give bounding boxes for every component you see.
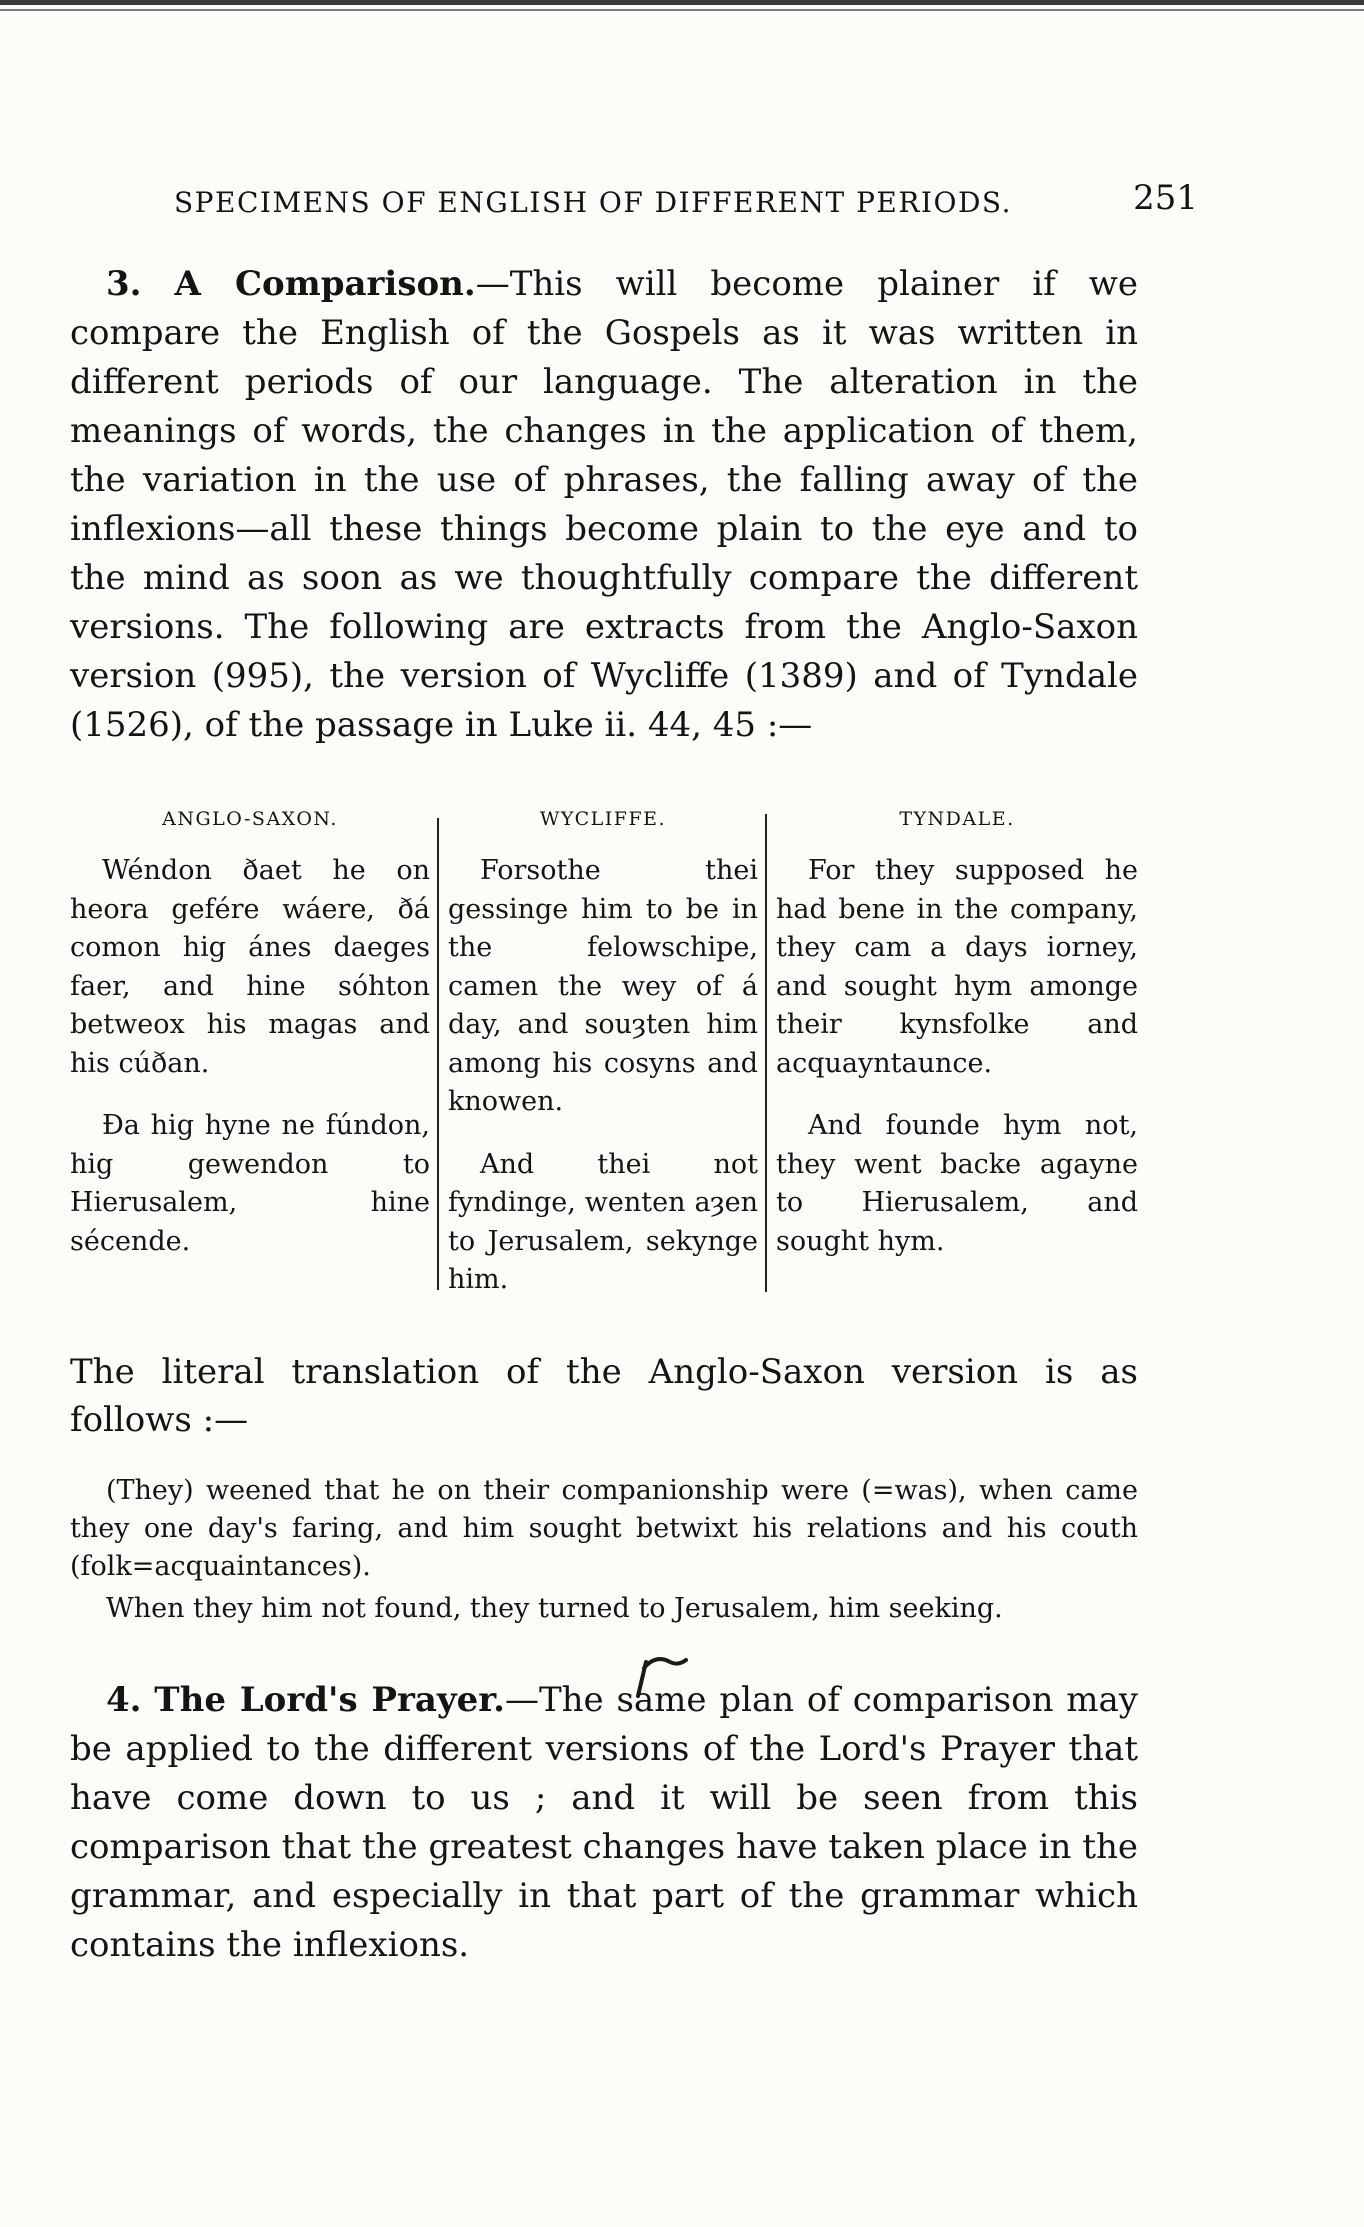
column-heading-wycliffe: WYCLIFFE.: [539, 808, 667, 830]
literal-intro-text: The literal translation of the Anglo-Saxon version is as follows :—: [70, 1352, 1138, 1440]
literal-line-1: (They) weened that he on their companionship were (=was), when came they one day's faring, and him sought betwixt his relations and his couth (folk=acquaintances).: [70, 1475, 1138, 1582]
parallel-versions: [70, 800, 1138, 1295]
tyndale-verse-44: For they supposed he had bene in the company, they cam a days iorney, and sought hym amonge their kynsfolke and acquayntaunce.: [776, 855, 1138, 1079]
column-wycliffe: [448, 800, 758, 1300]
section-4-number: 4.: [106, 1680, 142, 1720]
tyndale-verse-45: And founde hym not, they went backe agayne to Hierusalem, and sought hym.: [776, 1110, 1138, 1257]
top-edge-rule-thin: [0, 9, 1364, 11]
section-3-number: 3.: [106, 264, 142, 304]
running-title: SPECIMENS OF ENGLISH OF DIFFERENT PERIODS.: [174, 186, 1012, 219]
section-3-paragraph: [70, 260, 1138, 750]
literal-line-2: When they him not found, they turned to Jerusalem, him seeking.: [106, 1593, 1003, 1624]
wycliffe-verse-45: And thei not fyndinge, wenten aȝen to Jerusalem, sekynge him.: [448, 1148, 758, 1295]
section-3-text: —This will become plainer if we compare the English of the Gospels as it was written in different periods of our language. The alteration in the meanings of words, the changes in the application of them, the variation in the use of phrases, the falling away of the inflexions—all these things become plain to the eye and to the mind as soon as we thoughtfully compare the different versions. The following are extracts from the Anglo-Saxon version (995), the version of Wycliffe (1389) and of Tyndale (1526), of the passage in Luke ii. 44, 45 :—: [70, 264, 1139, 745]
top-edge-rule: [0, 0, 1364, 5]
column-tyndale: [776, 800, 1138, 1261]
column-divider: [765, 814, 767, 1292]
column-heading-anglo-saxon: ANGLO-SAXON.: [162, 808, 338, 830]
section-4-heading: The Lord's Prayer.: [154, 1680, 505, 1720]
column-heading-tyndale: TYNDALE.: [899, 808, 1015, 830]
anglo-saxon-verse-44: Wéndon ðaet he on heora gefére wáere, ðá comon hig ánes daeges faer, and hine sóhton betweox his magas and his cúðan.: [70, 855, 430, 1079]
literal-translation: [70, 1472, 1138, 1628]
section-3-heading: A Comparison.: [174, 264, 476, 304]
section-3: [70, 260, 1138, 750]
section-4-text: —The same plan of comparison may be applied to the different versions of the Lord's Prayer that have come down to us ; and it will be seen from this comparison that the greatest changes have taken place in the grammar, and especially in that part of the grammar which contains the inflexions.: [70, 1680, 1138, 1965]
section-4: [70, 1676, 1138, 1970]
column-anglo-saxon: [70, 800, 430, 1261]
running-head: [174, 178, 1198, 222]
section-4-paragraph: [70, 1676, 1138, 1970]
anglo-saxon-verse-45: Ða hig hyne ne fúndon, hig gewendon to Hierusalem, hine sécende.: [70, 1110, 430, 1257]
wycliffe-verse-44: Forsothe thei gessinge him to be in the felowschipe, camen the wey of á day, and souȝten him among his cosyns and knowen.: [448, 855, 758, 1117]
column-divider: [437, 818, 439, 1290]
page-number: 251: [1133, 178, 1198, 218]
literal-intro: [70, 1348, 1138, 1444]
